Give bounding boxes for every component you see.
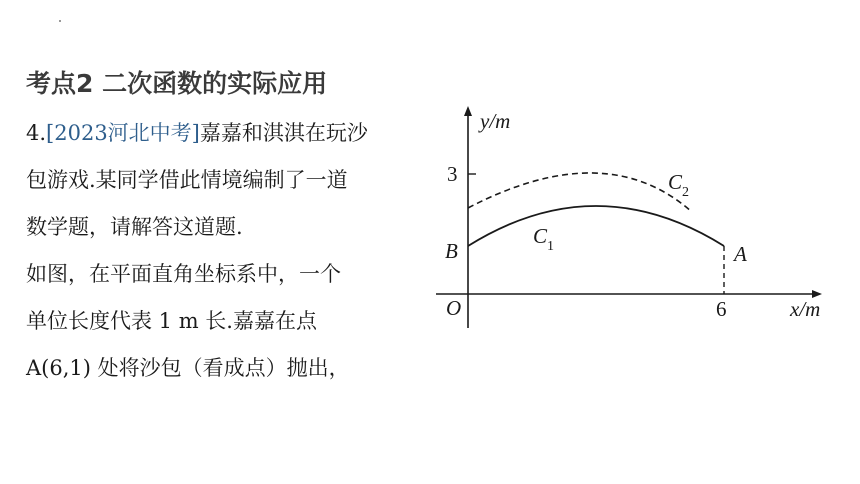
problem-line-2: 包游戏.某同学借此情境编制了一道: [26, 168, 348, 192]
origin-label: O: [446, 296, 462, 320]
x-tick-label: 6: [716, 297, 727, 321]
decorative-dot: [59, 20, 61, 22]
problem-text: [26, 110, 418, 392]
problem-line-5: 单位长度代表 1 m 长.嘉嘉在点: [26, 309, 317, 333]
point-a-label: A: [734, 242, 747, 266]
problem-line-6: A(6,1) 处将沙包（看成点）抛出，: [26, 356, 350, 380]
y-axis-arrow: [464, 106, 472, 116]
problem-source-link[interactable]: [2023河北中考]: [46, 121, 200, 145]
curve-c1-label: C: [533, 224, 548, 248]
curve-c2-label: C: [668, 170, 683, 194]
problem-line-3: 数学题，请解答这道题.: [26, 215, 243, 239]
point-b-label: B: [445, 239, 458, 263]
problem-number: 4.: [26, 121, 47, 145]
curve-c1: [468, 206, 724, 246]
curve-c1-subscript: 1: [547, 239, 554, 254]
coordinate-figure: [436, 100, 840, 330]
curve-c2-subscript: 2: [682, 185, 689, 200]
problem-line-1: [26, 110, 418, 157]
y-axis-label: y/m: [480, 109, 511, 133]
y-tick-label: 3: [447, 162, 458, 186]
x-axis-label: x/m: [790, 297, 821, 321]
problem-line-1-text: 嘉嘉和淇淇在玩沙: [199, 121, 368, 145]
problem-line-4: 如图，在平面直角坐标系中，一个: [26, 262, 341, 286]
section-heading: 考点2 二次函数的实际应用: [26, 69, 328, 98]
